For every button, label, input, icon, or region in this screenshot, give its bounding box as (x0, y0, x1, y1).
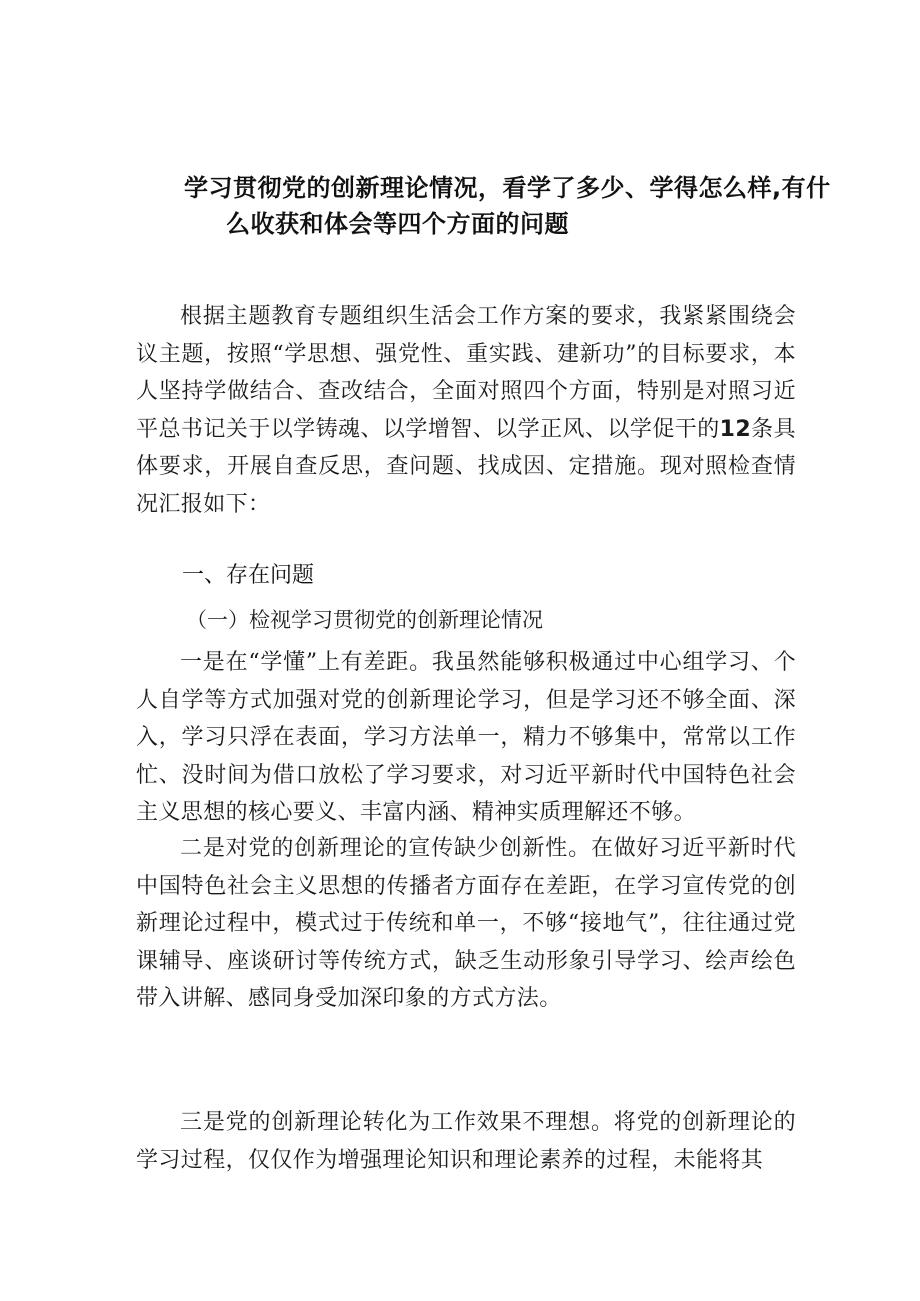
paragraph-third-point: 三是党的创新理论转化为工作效果不理想。将党的创新理论的学习过程，仅仅作为增强理论知识和理论素养的过程，未能将其 (136, 1110, 796, 1173)
paragraph-second-point: 二是对党的创新理论的宣传缺少创新性。在做好习近平新时代中国特色社会主义思想的传播者方面存在差距，在学习宣传党的创新理论过程中，模式过于传统和单一，不够“接地气”，往往通过党课辅导、座谈研讨等传统方式，缺乏生动形象引导学习、绘声绘色带入讲解、感同身受加深印象的方式方法。 (136, 836, 796, 1012)
subsection-heading-study: （一）检视学习贯彻党的创新理论情况 (186, 608, 543, 632)
document-title-line-1: 学习贯彻党的创新理论情况，看学了多少、学得怎么样,有什 (184, 174, 831, 202)
intro-paragraph (136, 298, 796, 524)
document-title-line-2: 么收获和体会等四个方面的问题 (226, 210, 569, 238)
section-heading-problems: 一、存在问题 (182, 563, 315, 588)
intro-text-b: 条具体要求，开展自查反思，查问题、找成因、定措施。现对照检查情况汇报如下： (136, 416, 796, 517)
paragraph-first-point: 一是在“学懂”上有差距。我虽然能够积极通过中心组学习、个人自学等方式加强对党的创新理论学习，但是学习还不够全面、深入，学习只浮在表面，学习方法单一，精力不够集中，常常以工作忙、没时间为借口放松了学习要求，对习近平新时代中国特色社会主义思想的核心要义、丰富内涵、精神实质理解还不够。 (136, 650, 796, 826)
intro-text-a: 根据主题教育专题组织生活会工作方案的要求，我紧紧围绕会议主题，按照“学思想、强党性、重实践、建新功”的目标要求，本人坚持学做结合、查改结合，全面对照四个方面，特别是对照习近平总书记关于以学铸魂、以学增智、以学正风、以学促干的 (136, 304, 796, 442)
intro-number: 12 (719, 416, 752, 442)
